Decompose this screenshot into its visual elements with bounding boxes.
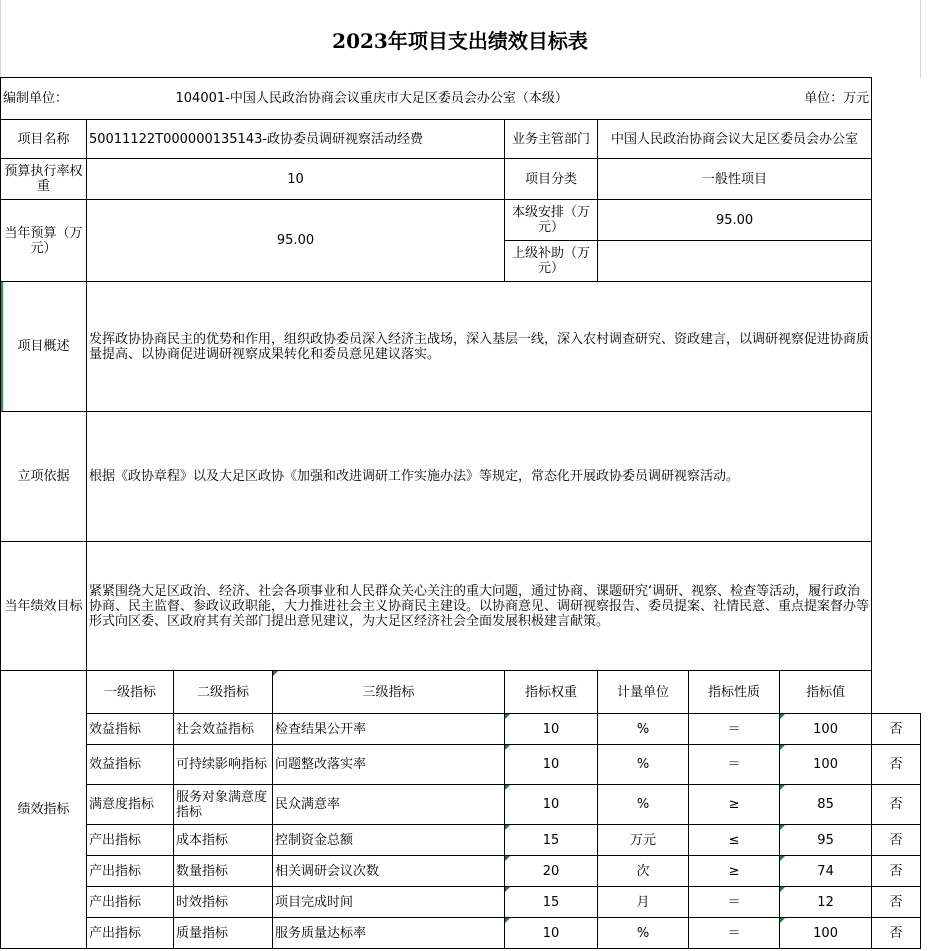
metric-nature: ≤ (689, 825, 780, 856)
metric-l2: 社会效益指标 (174, 714, 273, 745)
metric-l1: 满意度指标 (87, 785, 174, 825)
metric-unit: 万元 (598, 825, 689, 856)
metric-core: 否 (872, 856, 921, 887)
metric-unit: 月 (598, 887, 689, 918)
metric-core: 否 (872, 714, 921, 745)
col-header: 指标值 (780, 671, 872, 714)
metric-l3: 民众满意率 (273, 785, 505, 825)
metric-unit: % (598, 785, 689, 825)
metric-core: 否 (872, 887, 921, 918)
goal-text: 紧紧围绕大足区政治、经济、社会各项事业和人民群众关心关注的重大问题，通过协商、课题研究‘调研、视察、检查等活动，履行政治协商、民主监督、参政议政职能，大力推进社会主义协商民主建设。以协商意见、调研视察报告、委员提案、社情民意、重点提案督办等形式向区委、区政府其有关部门提出意见建议，为大足区经济社会全面发展积极建言献策。 (87, 542, 872, 671)
unit-value: 104001-中国人民政治协商会议重庆市大足区委员会办公室（本级） (174, 78, 780, 120)
exec-rate-label: 预算执行率权重 (1, 159, 87, 200)
metric-value: 74 (780, 856, 872, 887)
metric-l3: 相关调研会议次数 (273, 856, 505, 887)
category-label: 项目分类 (505, 159, 598, 200)
local-label: 本级安排（万元） (505, 200, 598, 241)
overview-text: 发挥政协协商民主的优势和作用，组织政协委员深入经济主战场，深入基层一线，深入农村调查研究、资政建言，以调研视察促进协商质量提高、以协商促进调研视察成果转化和委员意见建议落实。 (87, 282, 872, 412)
metric-value: 100 (780, 714, 872, 745)
metric-weight: 15 (505, 825, 598, 856)
metric-l2: 服务对象满意度指标 (174, 785, 273, 825)
metric-value: 100 (780, 745, 872, 785)
metric-l3: 问题整改落实率 (273, 745, 505, 785)
metric-nature: ≥ (689, 785, 780, 825)
project-name: 50011122T000000135143-政协委员调研视察活动经费 (87, 120, 505, 159)
col-header: 计量单位 (598, 671, 689, 714)
col-header: 三级指标 (273, 671, 505, 714)
metric-weight: 20 (505, 856, 598, 887)
metric-l2: 时效指标 (174, 887, 273, 918)
metric-l3: 服务质量达标率 (273, 918, 505, 949)
table-row (1, 714, 921, 745)
table-row (1, 785, 921, 825)
metric-core: 否 (872, 745, 921, 785)
metric-nature: ＝ (689, 918, 780, 949)
metric-unit: % (598, 918, 689, 949)
superior-label: 上级补助（万元） (505, 241, 598, 282)
goal-label: 当年绩效目标 (1, 542, 87, 671)
metric-core: 否 (872, 825, 921, 856)
metric-weight: 10 (505, 918, 598, 949)
unit-label: 编制单位： (1, 78, 174, 120)
basis-label: 立项依据 (1, 412, 87, 542)
metric-weight: 10 (505, 745, 598, 785)
dept-value: 中国人民政治协商会议大足区委员会办公室 (598, 120, 872, 159)
col-header: 指标权重 (505, 671, 598, 714)
table-row (1, 918, 921, 949)
metric-value: 100 (780, 918, 872, 949)
metric-value: 12 (780, 887, 872, 918)
metric-l1: 产出指标 (87, 887, 174, 918)
metric-l3: 项目完成时间 (273, 887, 505, 918)
superior-value (598, 241, 872, 282)
page-title: 2023年项目支出绩效目标表 (0, 0, 921, 78)
metric-l3: 控制资金总额 (273, 825, 505, 856)
dept-label: 业务主管部门 (505, 120, 598, 159)
category-value: 一般性项目 (598, 159, 872, 200)
metrics-label: 绩效指标 (1, 671, 87, 949)
goal-table (0, 77, 921, 949)
budget-label: 当年预算（万元） (1, 200, 87, 282)
col-header: 二级指标 (174, 671, 273, 714)
project-name-label: 项目名称 (1, 120, 87, 159)
exec-rate-value: 10 (87, 159, 505, 200)
metric-unit: % (598, 714, 689, 745)
metric-value: 95 (780, 825, 872, 856)
metric-l1: 产出指标 (87, 825, 174, 856)
metric-l1: 产出指标 (87, 856, 174, 887)
metric-core: 否 (872, 785, 921, 825)
metric-value: 85 (780, 785, 872, 825)
table-row (1, 745, 921, 785)
table-row (1, 856, 921, 887)
metric-l2: 可持续影响指标 (174, 745, 273, 785)
table-row (1, 887, 921, 918)
money-unit: 单位：万元 (780, 78, 872, 120)
metric-l1: 效益指标 (87, 745, 174, 785)
metric-l3: 检查结果公开率 (273, 714, 505, 745)
basis-text: 根据《政协章程》以及大足区政协《加强和改进调研工作实施办法》等规定，常态化开展政协委员调研视察活动。 (87, 412, 872, 542)
overview-label: 项目概述 (1, 282, 87, 412)
metric-l2: 质量指标 (174, 918, 273, 949)
table-row (1, 825, 921, 856)
col-header: 指标性质 (689, 671, 780, 714)
metric-l2: 数量指标 (174, 856, 273, 887)
metric-weight: 15 (505, 887, 598, 918)
col-header: 一级指标 (87, 671, 174, 714)
metric-weight: 10 (505, 714, 598, 745)
metric-nature: ＝ (689, 745, 780, 785)
metric-core: 否 (872, 918, 921, 949)
metric-nature: ＝ (689, 887, 780, 918)
metric-l1: 效益指标 (87, 714, 174, 745)
metric-unit: % (598, 745, 689, 785)
metric-nature: ≥ (689, 856, 780, 887)
metric-l1: 产出指标 (87, 918, 174, 949)
metric-nature: ＝ (689, 714, 780, 745)
local-value: 95.00 (598, 200, 872, 241)
metric-l2: 成本指标 (174, 825, 273, 856)
metric-weight: 10 (505, 785, 598, 825)
metric-unit: 次 (598, 856, 689, 887)
budget-value: 95.00 (87, 200, 505, 282)
